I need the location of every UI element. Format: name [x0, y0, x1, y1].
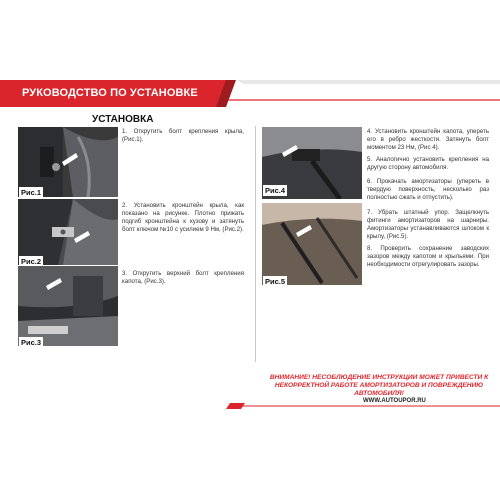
photo-fig-5 — [262, 203, 362, 285]
photo-fig-3 — [18, 266, 118, 346]
column-divider — [255, 126, 256, 362]
figure-label-2: Рис.2 — [21, 257, 42, 266]
step-1: 1. Открутить болт крепления крыла, (Рис.1). — [122, 128, 244, 144]
step-8: 8. Проверить сохранение заводских зазоров между капотом и крыльями. При необходимости отрегулировать зазоры. — [367, 245, 489, 269]
step-7: 7. Убрать штатный упор. Защелкнуть фитинги амортизаторов на шарниры. Амортизаторы устанавливаются шлоком к крылу, (Рис.5). — [367, 209, 489, 241]
step-5: 5. Аналогично установить крепления на другую сторону автомобиля. — [367, 156, 489, 172]
banner-title: РУКОВОДСТВО ПО УСТАНОВКЕ — [22, 87, 198, 99]
figure-label-4: Рис.4 — [265, 186, 286, 195]
figure-label-3: Рис.3 — [21, 338, 42, 347]
figure-label-1: Рис.1 — [21, 188, 42, 197]
step-3: 3. Открутить верхний болт крепления капота, (Рис.3). — [122, 270, 244, 286]
header-banner — [0, 80, 500, 107]
step-6: 6. Прокачать амортизаторы (упереть в твердую поверхность, несколько раз полностью сжать и отпустить). — [367, 178, 489, 202]
figure-label-5: Рис.5 — [265, 277, 286, 286]
warning-line-1: ВНИМАНИЕ! НЕСОБЛЮДЕНИЕ ИНСТРУКЦИИ МОЖЕТ ПРИВЕСТИ К — [269, 374, 489, 381]
warning-line-3: АВТОМОБИЛЯ! — [354, 390, 404, 397]
warning-text — [266, 374, 492, 398]
warning-line-2: НЕКОРРЕКТНОЙ РАБОТЕ АМОРТИЗАТОРОВ И ПОВРЕЖДЕНИЮ — [274, 382, 484, 389]
step-4: 4. Установить кронштейн капота, упереть его в ребро жесткости. Затянуть болт моментом 23 Нм, (Рис 4). — [367, 128, 489, 152]
section-title: УСТАНОВКА — [92, 114, 154, 125]
step-2: 2. Установить кронштейн крыла, как показано на рисунке. Плотно прижать подгиб кронштейна к кузову и затянуть болт ключом №10 с усилием 9 Нм, (Рис.2). — [122, 202, 244, 234]
footer-url[interactable]: WWW.AUTOUPOR.RU — [363, 398, 426, 404]
